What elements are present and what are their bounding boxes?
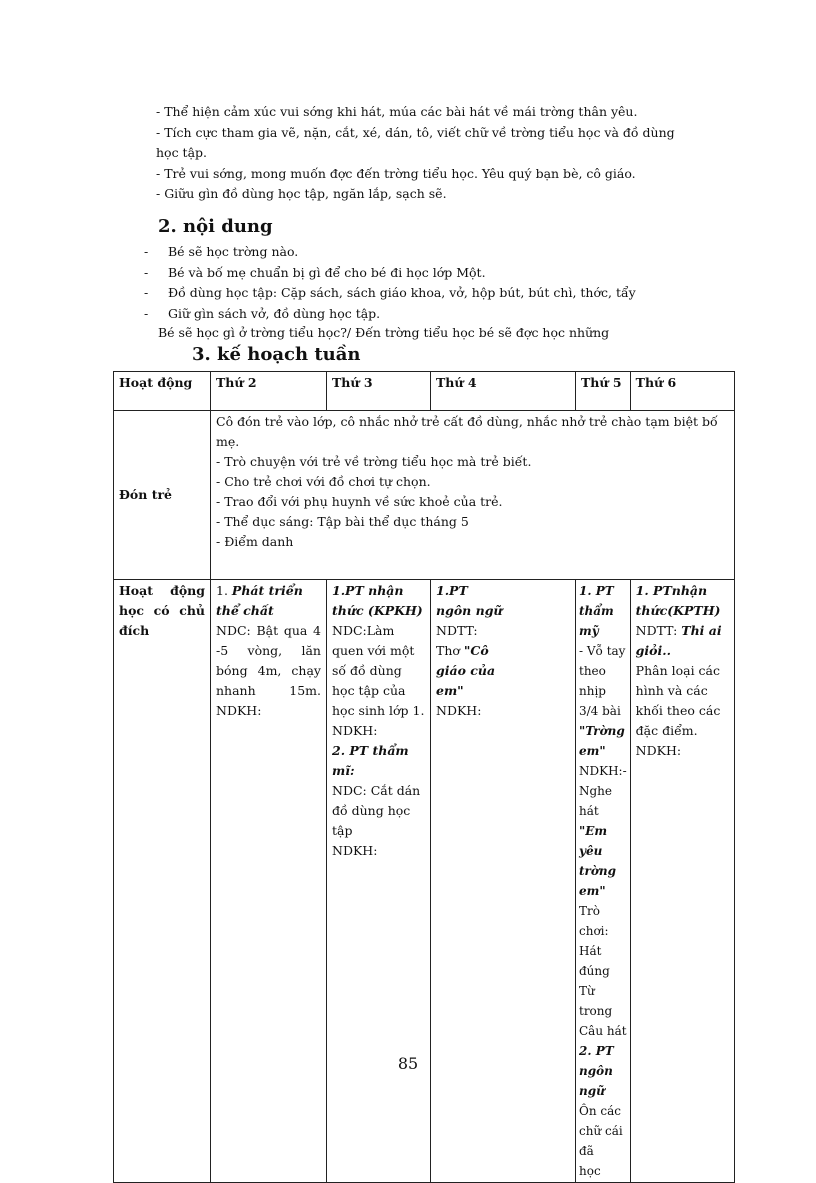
intro-line: học tập. xyxy=(156,145,208,160)
list-item: - Bé sẽ học trờng nào. xyxy=(144,244,299,259)
header-cell: Thứ 3 xyxy=(327,372,431,411)
row-label: Đón trẻ xyxy=(114,411,211,580)
list-item: - Giữ gìn sách vở, đồ dùng học tập. xyxy=(144,305,381,321)
row-label: Hoạt động học có chủ đích xyxy=(114,580,211,1183)
friday-cell: 1. PTnhận thức(KPTH) NDTT: Thi ai giỏi.. Phân loại các hình và các khối theo các đặc điểm. NDKH: xyxy=(630,580,734,1183)
section-2-heading: 2. nội dung xyxy=(158,216,273,237)
intro-line: - Trẻ vui sớng, mong muốn đợc đến trờng tiểu học. Yêu quý bạn bè, cô giáo. xyxy=(156,165,636,181)
header-cell: Thứ 6 xyxy=(630,372,734,411)
list-item: - Bé và bố mẹ chuẩn bị gì để cho bé đi học lớp Một. xyxy=(144,264,486,280)
header-cell: Hoạt động xyxy=(114,372,211,411)
table-row xyxy=(114,411,735,580)
monday-cell: 1. Phát triển thể chất NDC: Bật qua 4 -5 vòng, lăn bóng 4m, chạy nhanh 15m. NDKH: xyxy=(211,580,327,1183)
header-cell: Thứ 2 xyxy=(211,372,327,411)
header-cell: Thứ 4 xyxy=(431,372,576,411)
page-number: 85 xyxy=(397,1054,419,1073)
intro-line: - Thể hiện cảm xúc vui sớng khi hát, múa các bài hát về mái trờng thân yêu. xyxy=(156,104,638,119)
list-item: - Đồ dùng học tập: Cặp sách, sách giáo khoa, vở, hộp bút, bút chì, thớc, tẩy xyxy=(144,285,636,300)
tuesday-cell: 1.PT nhận thức (KPKH) NDC:Làm quen với một số đồ dùng học tập của học sinh lớp 1. NDKH: 2. PT thẩm mĩ: NDC: Cắt dán đồ dùng học tập NDKH: xyxy=(327,580,431,1183)
wednesday-cell: 1.PT ngôn ngữ NDTT: Thơ "Cô giáo của em" NDKH: xyxy=(431,580,576,1183)
intro-objectives xyxy=(156,102,716,205)
intro-line: - Giữu gìn đồ dùng học tập, ngăn lắp, sạch sẽ. xyxy=(156,186,447,201)
header-cell: Thứ 5 xyxy=(576,372,631,411)
welcome-cell: Cô đón trẻ vào lớp, cô nhắc nhở trẻ cất đồ dùng, nhắc nhở trẻ chào tạm biệt bố mẹ. - Trò chuyện với trẻ về trờng tiểu học mà trẻ biết. - Cho trẻ chơi với đồ chơi tự chọn. - Trao đổi với phụ huynh về sức khoẻ của trẻ. - Thể dục sáng: Tập bài thể dục tháng 5 - Điểm danh xyxy=(211,411,735,580)
thursday-cell: 1. PT thẩm mỹ - Vỗ tay theo nhịp 3/4 bài "Trờng em" NDKH:- Nghe hát "Em yêu trờng em" Trò chơi: Hát đúng Từ trong Câu hát 2. PT ngôn ngữ Ôn các chữ cái đã học xyxy=(576,580,631,1183)
section-2-bullets xyxy=(144,242,744,324)
intro-line: - Tích cực tham gia vẽ, nặn, cắt, xé, dán, tô, viết chữ về trờng tiểu học và đồ dùng xyxy=(156,124,675,140)
table-row xyxy=(114,580,735,1183)
section-3-heading: 3. kế hoạch tuần xyxy=(192,344,361,365)
table-header-row xyxy=(114,372,735,411)
section-2-paragraph: Bé sẽ học gì ở trờng tiểu học?/ Đến trờng tiểu học bé sẽ đợc học những xyxy=(158,325,610,340)
